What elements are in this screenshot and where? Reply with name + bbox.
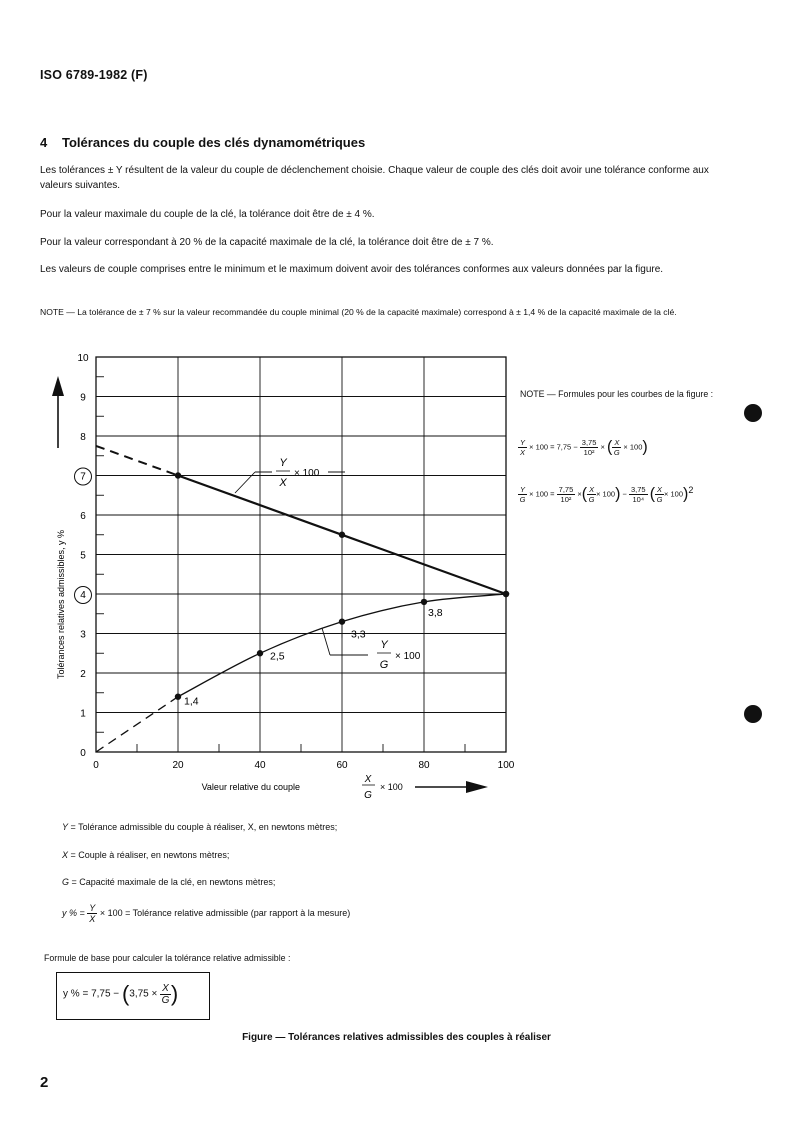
legend-g-symbol: G [62,877,70,887]
section-number: 4 [40,135,48,150]
tolerance-chart [0,340,793,820]
y-formula-lhs: y % = [62,907,85,918]
point-label: 1,4 [184,695,199,708]
note: NOTE — La tolérance de ± 7 % sur la valeur recommandée du couple minimal (20 % de la capacité maximale) correspond à ± 1,4 % de la capacité maximale de la clé. [40,307,677,317]
formula1-x100: × 100 [623,442,643,452]
formula-yx: $\frac{Y}{X}$ × 100 = 7,75 − $\frac{3,75}{\text{10²}}$ × ( $\frac{X}{G}$ × 100) [520,438,648,457]
section-heading [40,135,365,150]
basic-formula-frac: $\frac{X}{G}$ [161,982,170,1006]
formula-yg: $\frac{Y}{G}$ × 100 = $\frac{7,75}{\text{10²}}$ ×( $\frac{X}{G}$ × 100) − $\frac{3,75}{\text{10⁴}}$ ( $\frac{X}{G}$ × 100)$^2$ [519,485,694,504]
formula2-lhs: $\frac{Y}{G}$ [519,485,526,504]
legend-y-text: = Tolérance admissible du couple à réaliser, X, en newtons mètres; [70,822,338,832]
y-tick-label: 7 [80,471,86,483]
series-yx-label-suffix: × 100 [294,468,320,479]
legend-y-symbol: Y [62,822,69,832]
y-tick-label: 8 [80,432,86,443]
paragraph-4: Les valeurs de couple comprises entre le minimum et le maximum doivent avoir des tolérances conformes aux valeurs données par la figure. [40,264,664,275]
y-formula-frac: $\frac{Y}{X}$ [89,903,96,924]
formula1-x: $\frac{X}{G}$ [613,438,620,457]
formula1-times: × [600,442,605,452]
paragraph-3: Pour la valeur correspondant à 20 % de la capacité maximale de la clé, la tolérance doit être de ± 7 %. [40,237,494,248]
formula1-lhs: $\frac{Y}{X}$ [520,438,526,457]
formula2-minus: − [622,489,627,499]
y-tick-label: 10 [77,353,89,364]
legend-x [62,850,229,860]
formula1-eq: × 100 = 7,75 − [529,442,578,452]
series-1-marker [175,694,181,700]
point-label: 3,8 [428,606,443,619]
x-tick-label: 40 [254,760,266,771]
page-number: 2 [40,1074,49,1091]
side-note-title: NOTE — Formules pour les courbes de la figure : [520,389,714,399]
x-tick-label: 100 [497,760,515,771]
series-1-marker [257,650,263,656]
y-formula-rest: × 100 = Tolérance relative admissible (par rapport à la mesure) [99,907,351,918]
point-label: 2,5 [270,650,285,663]
basic-formula-intro: Formule de base pour calculer la tolérance relative admissible : [44,953,291,963]
x-axis-label: Valeur relative du couple [201,782,300,792]
figure-caption: Figure — Tolérances relatives admissibles des couples à réaliser [242,1032,551,1043]
y-tick-label: 3 [80,629,86,641]
chart-grid [96,357,506,752]
formula2-eq: × 100 = [529,489,555,499]
x-tick-label: 0 [93,760,99,771]
chart-axes [52,376,488,793]
series-yg-label-suffix: × 100 [395,651,421,662]
formula1-coef: $\frac{3,75}{\text{10²}}$ [581,438,597,457]
series-0-marker [175,472,181,478]
y-tick-label: 9 [80,392,86,404]
leader-yg [322,628,330,655]
basic-formula-box [56,972,210,1020]
paragraph-1: Les tolérances ± Y résultent de la valeur du couple de déclenchement choisie. Chaque valeur de couple des clés doit avoir une tolérance conforme aux valeurs suivantes. [40,165,709,191]
legend-y [62,822,337,832]
x-tick-label: 20 [172,760,184,771]
formula2-b: $\frac{3,75}{\text{10⁴}}$ [630,485,646,504]
series-yg-label-den: G [379,659,389,671]
y-axis-arrow-head [52,376,64,396]
legend-g [62,877,275,887]
formula2-a: $\frac{7,75}{\text{10²}}$ [558,485,574,504]
chart-labels [56,353,515,801]
legend-x-text: = Couple à réaliser, en newtons mètres; [70,850,230,860]
y-axis-label: Tolérances relatives admissibles, y % [56,529,66,680]
y-tick-label: 4 [80,590,86,601]
paragraph-2: Pour la valeur maximale du couple de la clé, la tolérance doit être de ± 4 %. [40,209,375,220]
basic-formula-inner: 3,75 × [129,988,158,1000]
legend-x-symbol: X [62,850,69,860]
formula2-x2: $\frac{X}{G}$ [656,485,663,504]
series-1-dashed [96,697,178,752]
series-0-dashed [96,446,178,476]
section-title: Tolérances du couple des clés dynamométriques [62,135,366,150]
series-1-marker [503,591,509,597]
y-tick-label: 5 [80,550,86,562]
basic-formula: y % = 7,75 − (3,75 × $\frac{X}{G}$ ) [63,981,179,1006]
formula2-exponent: 2 [688,485,694,495]
point-label: 3,3 [351,628,366,641]
series-yx-label-num: Y [279,457,287,469]
x-axis-frac-num: X [364,774,372,785]
series-0-marker [339,532,345,538]
document-id: ISO 6789-1982 (F) [40,68,148,82]
x-axis-arrow-head [466,781,488,793]
x-axis-frac-suffix: × 100 [380,782,403,792]
series-yg-label-num: Y [380,639,388,651]
basic-formula-lhs: y % = 7,75 − [63,988,120,1000]
y-percent-formula [62,903,350,924]
legend-g-text: = Capacité maximale de la clé, en newtons mètres; [71,877,276,887]
x-axis-frac-den: G [364,790,372,801]
chart-curves [96,446,509,752]
x-tick-label: 60 [336,760,348,771]
y-tick-label: 2 [80,669,86,680]
y-tick-label: 6 [80,511,86,522]
x-tick-label: 80 [418,760,430,771]
y-tick-label: 1 [80,708,86,720]
y-tick-label: 0 [80,748,86,759]
series-yx-label-den: X [279,477,287,489]
formula2-x1: $\frac{X}{G}$ [588,485,595,504]
